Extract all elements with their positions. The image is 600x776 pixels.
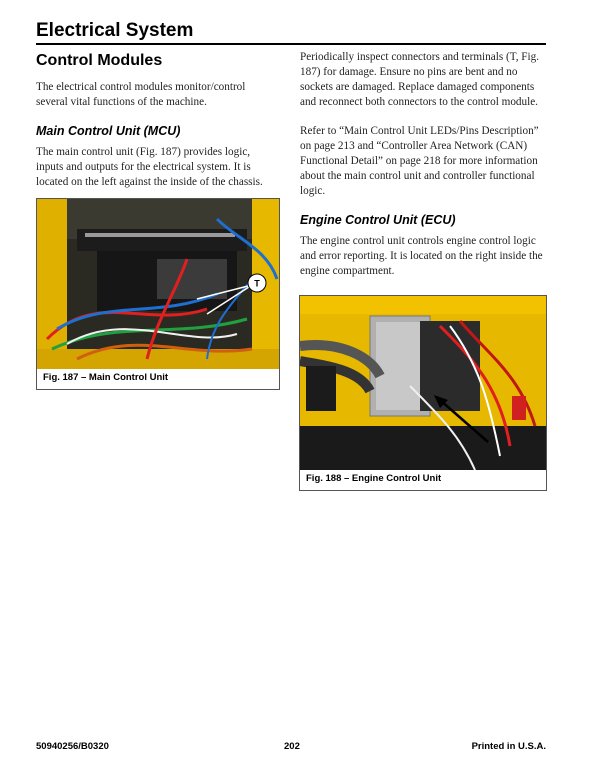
main-control-unit-photo (37, 199, 279, 369)
figure-188 (299, 295, 547, 491)
figure-188-caption: Fig. 188 – Engine Control Unit (306, 473, 442, 484)
inspect-paragraph: Periodically inspect connectors and terminals (T, Fig. 187) for damage. Ensure no pins are bent and no sockets are damaged. Replace damaged components and reconnect both connectors to the control module. (300, 51, 540, 108)
footer-printed: Printed in U.S.A. (471, 741, 546, 752)
intro-paragraph: The electrical control modules monitor/control several vital functions of the machine. (36, 81, 246, 108)
engine-control-unit-photo (300, 296, 546, 470)
ecu-paragraph: The engine control unit controls engine control logic and error reporting. It is located on the right inside the engine compartment. (300, 235, 543, 277)
ecu-heading: Engine Control Unit (ECU) (300, 213, 456, 227)
footer-doc-number: 50940256/B0320 (36, 741, 109, 752)
right-column (300, 50, 546, 293)
figure-187 (36, 198, 280, 390)
page-section-title: Electrical System (36, 20, 194, 41)
refer-paragraph: Refer to “Main Control Unit LEDs/Pins Description” on page 213 and “Controller Area Network (CAN) Functional Detail” on page 218 for more information about the main control unit and controller functional logic. (300, 125, 539, 197)
left-column (36, 50, 278, 204)
callout-t-label: T (254, 278, 260, 289)
control-modules-heading: Control Modules (36, 52, 163, 69)
header-divider (36, 43, 546, 45)
mcu-paragraph: The main control unit (Fig. 187) provides logic, inputs and outputs for the electrical system. It is located on the left against the inside of the chassis. (36, 146, 263, 188)
mcu-heading: Main Control Unit (MCU) (36, 124, 181, 138)
figure-187-caption: Fig. 187 – Main Control Unit (43, 372, 169, 383)
footer-page-number: 202 (284, 741, 300, 752)
